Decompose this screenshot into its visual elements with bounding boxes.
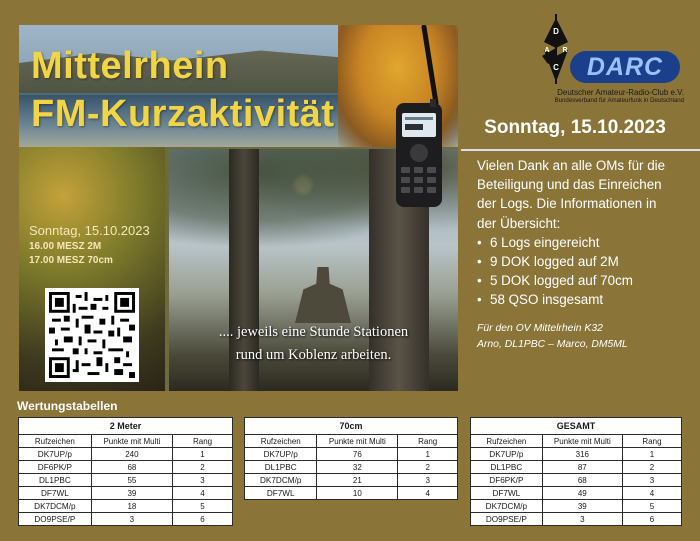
rank-cell: 1 bbox=[622, 448, 681, 461]
callsign-cell: DK7UP/p bbox=[245, 448, 317, 461]
table-row bbox=[245, 474, 458, 487]
callsign-cell: DL1PBC bbox=[471, 461, 543, 474]
table-row bbox=[471, 461, 682, 474]
callsign-cell: DL1PBC bbox=[19, 474, 92, 487]
rank-cell: 3 bbox=[398, 474, 458, 487]
rank-cell: 3 bbox=[622, 474, 681, 487]
points-cell: 68 bbox=[542, 474, 622, 487]
darc-wordmark-text: DARC bbox=[586, 53, 664, 81]
emblem-letter-d: D bbox=[553, 27, 559, 36]
points-cell: 10 bbox=[317, 487, 398, 500]
handheld-radio-icon bbox=[384, 25, 450, 215]
points-cell: 32 bbox=[317, 461, 398, 474]
table-row bbox=[19, 487, 233, 500]
callsign-cell: DF7WL bbox=[245, 487, 317, 500]
points-cell: 87 bbox=[542, 461, 622, 474]
table-row bbox=[245, 461, 458, 474]
callsign-cell: DF7WL bbox=[471, 487, 543, 500]
qr-code bbox=[45, 288, 139, 382]
rank-cell: 1 bbox=[173, 448, 233, 461]
points-cell: 39 bbox=[542, 500, 622, 513]
table-row bbox=[19, 513, 233, 526]
table-row bbox=[19, 461, 233, 474]
table-gesamt bbox=[470, 417, 682, 526]
divider bbox=[461, 149, 700, 151]
callsign-cell: DK7DCM/p bbox=[471, 500, 543, 513]
column-header: Punkte mit Multi bbox=[91, 435, 172, 448]
poster-time-70cm: 17.00 MESZ 70cm bbox=[29, 255, 113, 266]
points-cell: 39 bbox=[91, 487, 172, 500]
table-row bbox=[19, 500, 233, 513]
summary-item: • 9 DOK logged auf 2M bbox=[477, 252, 692, 271]
callsign-cell: DF6PK/P bbox=[19, 461, 92, 474]
summary-item: • 6 Logs eingereicht bbox=[477, 233, 692, 252]
summary-list bbox=[477, 233, 692, 310]
rank-cell: 5 bbox=[622, 500, 681, 513]
callsign-cell: DL1PBC bbox=[245, 461, 317, 474]
event-poster bbox=[19, 25, 458, 391]
points-cell: 49 bbox=[542, 487, 622, 500]
poster-title-line2: FM-Kurzaktivität bbox=[31, 93, 335, 135]
callsign-cell: DK7DCM/p bbox=[19, 500, 92, 513]
column-header: Rufzeichen bbox=[245, 435, 317, 448]
rank-cell: 2 bbox=[398, 461, 458, 474]
table-row bbox=[471, 448, 682, 461]
column-header: Punkte mit Multi bbox=[542, 435, 622, 448]
rank-cell: 6 bbox=[173, 513, 233, 526]
table-title: 2 Meter bbox=[19, 418, 233, 435]
rank-cell: 3 bbox=[173, 474, 233, 487]
table-row bbox=[471, 487, 682, 500]
callsign-cell: DK7UP/p bbox=[471, 448, 543, 461]
column-header: Rufzeichen bbox=[471, 435, 543, 448]
signoff-line2: Arno, DL1PBC – Marco, DM5ML bbox=[477, 339, 628, 350]
points-cell: 240 bbox=[91, 448, 172, 461]
emblem-letter-a: A bbox=[544, 47, 550, 54]
table-row bbox=[19, 474, 233, 487]
table-row bbox=[471, 513, 682, 526]
poster-time-2m: 16.00 MESZ 2M bbox=[29, 241, 102, 252]
rank-cell: 1 bbox=[398, 448, 458, 461]
points-cell: 55 bbox=[91, 474, 172, 487]
column-header: Rang bbox=[398, 435, 458, 448]
callsign-cell: DO9PSE/P bbox=[19, 513, 92, 526]
points-cell: 316 bbox=[542, 448, 622, 461]
rank-cell: 4 bbox=[173, 487, 233, 500]
intro-line2: Beteiligung und das Einreichen bbox=[477, 177, 662, 193]
table-title: GESAMT bbox=[471, 418, 682, 435]
callsign-cell: DK7UP/p bbox=[19, 448, 92, 461]
table-title: 70cm bbox=[245, 418, 458, 435]
points-cell: 3 bbox=[542, 513, 622, 526]
darc-logo bbox=[532, 14, 682, 109]
rank-cell: 4 bbox=[622, 487, 681, 500]
tables-heading: Wertungstabellen bbox=[17, 399, 118, 413]
rank-cell: 2 bbox=[173, 461, 233, 474]
points-cell: 3 bbox=[91, 513, 172, 526]
table-row bbox=[245, 448, 458, 461]
poster-caption-line1: .... jeweils eine Stunde Stationen bbox=[218, 324, 409, 340]
intro-line3: der Logs. Die Informationen in bbox=[477, 196, 657, 212]
points-cell: 21 bbox=[317, 474, 398, 487]
qr-code-icon bbox=[49, 292, 135, 378]
poster-title-line1: Mittelrhein bbox=[31, 45, 229, 87]
callsign-cell: DO9PSE/P bbox=[471, 513, 543, 526]
column-header: Rang bbox=[622, 435, 681, 448]
emblem-letter-r: R bbox=[562, 47, 568, 54]
poster-caption bbox=[169, 321, 458, 367]
signoff bbox=[477, 321, 628, 353]
table-row bbox=[245, 487, 458, 500]
callsign-cell: DK7DCM/p bbox=[245, 474, 317, 487]
poster-date: Sonntag, 15.10.2023 bbox=[29, 223, 150, 238]
points-cell: 68 bbox=[91, 461, 172, 474]
darc-wordmark bbox=[570, 51, 680, 83]
rank-cell: 4 bbox=[398, 487, 458, 500]
table-70cm bbox=[244, 417, 458, 500]
points-cell: 18 bbox=[91, 500, 172, 513]
column-header: Punkte mit Multi bbox=[317, 435, 398, 448]
callsign-cell: DF7WL bbox=[19, 487, 92, 500]
summary-item: • 58 QSO insgesamt bbox=[477, 290, 692, 309]
darc-org-line2: Bundesverband für Amateurfunk in Deutschland bbox=[554, 97, 684, 104]
points-cell: 76 bbox=[317, 448, 398, 461]
rank-cell: 5 bbox=[173, 500, 233, 513]
rank-cell: 2 bbox=[622, 461, 681, 474]
column-header: Rang bbox=[173, 435, 233, 448]
intro-line4: der Übersicht: bbox=[477, 215, 561, 231]
monument-silhouette bbox=[295, 267, 351, 323]
table-row bbox=[471, 474, 682, 487]
poster-schedule bbox=[29, 223, 150, 266]
poster-caption-line2: rund um Koblenz arbeiten. bbox=[235, 347, 392, 363]
table-row bbox=[471, 500, 682, 513]
darc-org-line1: Deutscher Amateur-Radio-Club e.V. bbox=[557, 88, 684, 97]
thank-you-text bbox=[477, 156, 692, 310]
table-row bbox=[19, 448, 233, 461]
signoff-line1: Für den OV Mittelrhein K32 bbox=[477, 323, 603, 334]
intro-line1: Vielen Dank an alle OMs für die bbox=[477, 158, 666, 173]
darc-org-text bbox=[532, 88, 684, 104]
rank-cell: 6 bbox=[622, 513, 681, 526]
emblem-letter-c: C bbox=[553, 63, 559, 72]
date-heading: Sonntag, 15.10.2023 bbox=[484, 117, 666, 138]
table-2m bbox=[18, 417, 233, 526]
column-header: Rufzeichen bbox=[19, 435, 92, 448]
summary-item: • 5 DOK logged auf 70cm bbox=[477, 271, 692, 290]
callsign-cell: DF6PK/P bbox=[471, 474, 543, 487]
